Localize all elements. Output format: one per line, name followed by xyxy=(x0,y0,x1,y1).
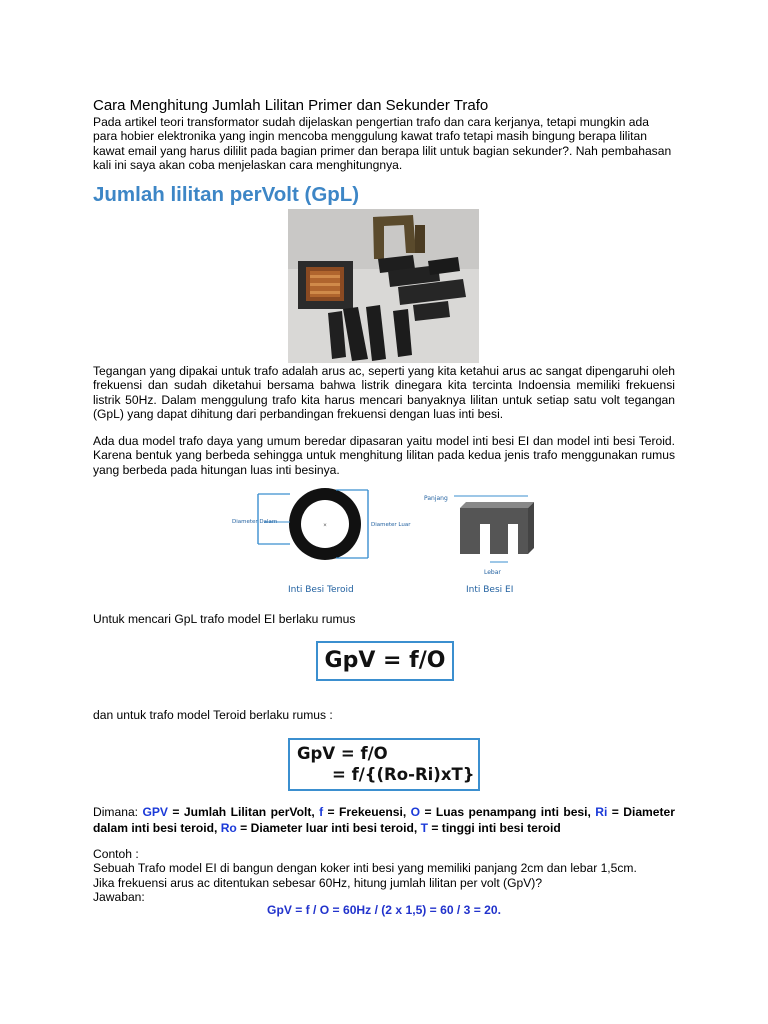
ei-core-figure xyxy=(424,495,534,595)
legend-f-def: = Frekeuensi, xyxy=(323,805,411,819)
legend-t-symbol: T xyxy=(420,820,429,835)
section-heading: Jumlah lilitan perVolt (GpL) xyxy=(93,183,360,206)
teroid-formula-box xyxy=(288,738,480,791)
ei-formula-intro: Untuk mencari GpL trafo model EI berlaku rumus xyxy=(93,612,356,626)
example-section xyxy=(93,847,693,905)
teroid-formula-line1: GpV = f/O xyxy=(297,744,388,763)
ei-caption: Inti Besi EI xyxy=(466,585,514,595)
svg-text:×: × xyxy=(323,523,327,529)
legend-o-def: = Luas penampang inti besi, xyxy=(420,805,596,819)
document-title: Cara Menghitung Jumlah Lilitan Primer dan Sekunder Trafo xyxy=(93,97,489,114)
intro-paragraph: Pada artikel teori transformator sudah dijelaskan pengertian trafo dan cara kerjanya, tetapi mungkin ada para hobier elektronika yang ingin mencoba menggulung kawat trafo tetapi masih bingung berapa lilitan kawat email yang harus dililit pada bagian primer dan berapa lilit untuk bagian sekunder?. Nah pembahasan kali ini saya akan coba menjelaskan cara menghitungnya. xyxy=(93,115,672,173)
ei-formula-box xyxy=(316,641,454,681)
ei-width-label: Lebar xyxy=(484,569,501,576)
example-answer: GpV = f / O = 60Hz / (2 x 1,5) = 60 / 3 = 20. xyxy=(267,903,501,917)
legend-gpv-symbol: GPV xyxy=(142,805,168,819)
paragraph-core-models: Ada dua model trafo daya yang umum beredar dipasaran yaitu model inti besi EI dan model inti besi Teroid. Karena bentuk yang berbeda sehingga untuk menghitung lilitan pada kedua jenis trafo menggunakan rumus yang berbeda pada hitungan luas inti besinya. xyxy=(93,434,675,477)
variable-legend xyxy=(93,805,675,836)
legend-f-symbol: f xyxy=(319,805,324,819)
teroid-formula-line2: = f/{(Ro-Ri)xT} xyxy=(332,765,475,784)
ei-formula: GpV = f/O xyxy=(324,648,446,673)
legend-t-def: = tinggi inti besi teroid xyxy=(428,820,561,835)
example-line-3: Jawaban: xyxy=(93,890,145,905)
example-line-1: Sebuah Trafo model EI di bangun dengan koker inti besi yang memiliki panjang 2cm dan lebar 1,5cm. xyxy=(93,861,637,876)
transformer-photo xyxy=(288,209,479,363)
legend-ri-def: = Diameter dalam inti besi teroid, xyxy=(93,805,675,835)
legend-gpv-def: = Jumlah Lilitan perVolt, xyxy=(167,805,320,819)
toroid-caption: Inti Besi Teroid xyxy=(288,585,354,595)
ei-length-label: Panjang xyxy=(424,495,448,502)
legend-ro-def: = Diameter luar inti besi teroid, xyxy=(236,820,421,835)
example-label: Contoh : xyxy=(93,847,139,861)
toroid-core-figure xyxy=(232,488,411,595)
paragraph-frequency: Tegangan yang dipakai untuk trafo adalah arus ac, seperti yang kita ketahui arus ac sangat dipengaruhi oleh frekuensi dan sudah diketahui bersama bahwa listrik dinegara kita tercinta Indoensia memiliki frekuensi listrik 50Hz. Dalam menggulung trafo kita harus mencari banyaknya lilitan untuk setiap satu volt tegangan (GpL) yang dapat dihitung dari perbandingan frekuensi dengan luas inti besi. xyxy=(93,364,675,422)
core-diagram xyxy=(228,486,550,598)
teroid-formula-intro: dan untuk trafo model Teroid berlaku rumus : xyxy=(93,708,333,722)
example-line-2: Jika frekuensi arus ac ditentukan sebesar 60Hz, hitung jumlah lilitan per volt (GpV)? xyxy=(93,875,543,890)
legend-prefix: Dimana: xyxy=(93,805,143,819)
toroid-inner-label: Diameter Dalam xyxy=(232,519,278,525)
toroid-outer-label: Diameter Luar xyxy=(371,522,411,528)
legend-o-symbol: O xyxy=(410,805,421,819)
legend-ro-symbol: Ro xyxy=(220,820,237,835)
legend-ri-symbol: Ri xyxy=(595,805,608,819)
